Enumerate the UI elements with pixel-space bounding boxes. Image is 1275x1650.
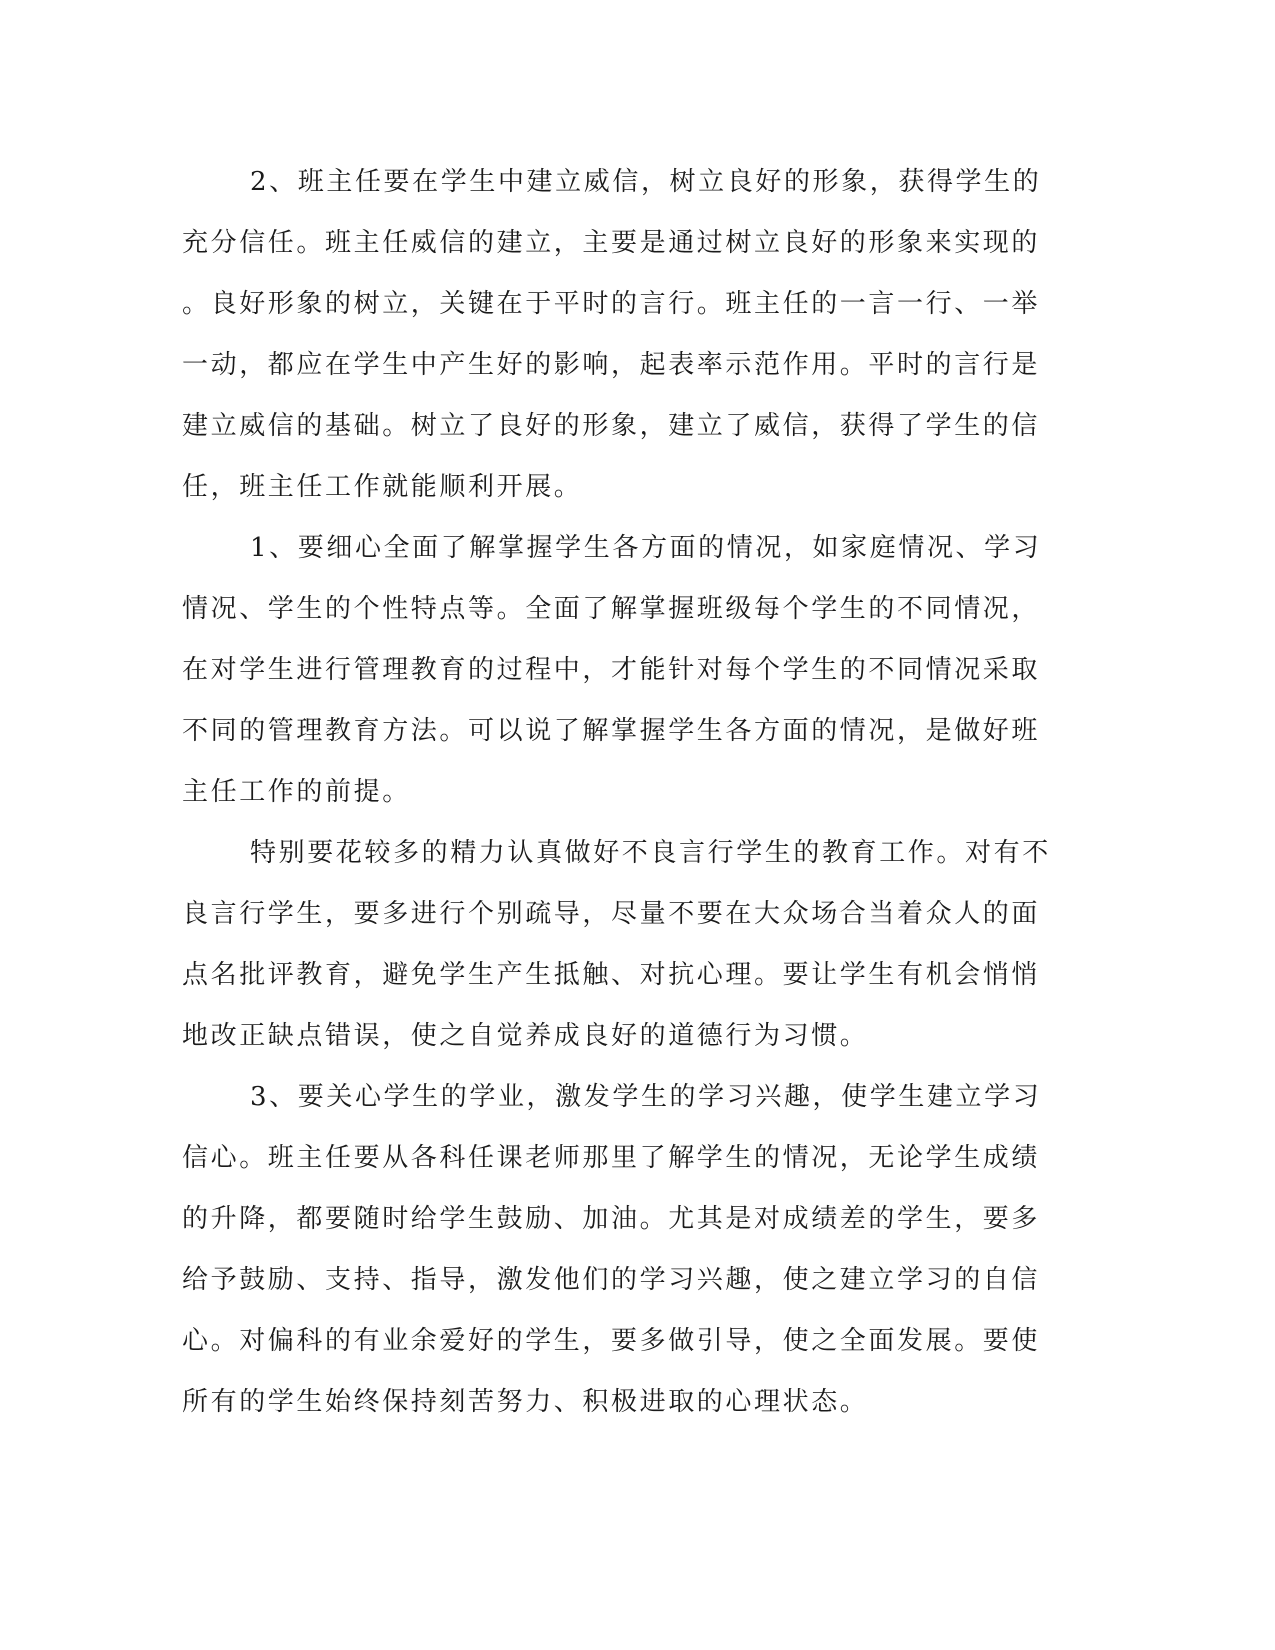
- paragraph: [182, 518, 1042, 823]
- paragraph: [182, 1067, 1042, 1433]
- paragraph: [182, 823, 1051, 1067]
- text-line: 所有的学生始终保持刻苦努力、积极进取的心理状态。: [182, 1387, 869, 1417]
- text-line: 情况、学生的个性特点等。全面了解掌握班级每个学生的不同情况，: [182, 594, 1041, 624]
- text-line: 点名批评教育，避免学生产生抵触、对抗心理。要让学生有机会悄悄: [182, 960, 1041, 990]
- text-line: 一动，都应在学生中产生好的影响，起表率示范作用。平时的言行是: [182, 350, 1041, 380]
- text-line: 信心。班主任要从各科任课老师那里了解学生的情况，无论学生成绩: [182, 1143, 1041, 1173]
- text-line: 良言行学生，要多进行个别疏导，尽量不要在大众场合当着众人的面: [182, 899, 1041, 929]
- text-line: 主任工作的前提。: [182, 777, 411, 807]
- text-line: 的升降，都要随时给学生鼓励、加油。尤其是对成绩差的学生，要多: [182, 1204, 1041, 1234]
- text-line: 1、要细心全面了解掌握学生各方面的情况，如家庭情况、学习: [250, 533, 1042, 563]
- text-line: 不同的管理教育方法。可以说了解掌握学生各方面的情况，是做好班: [182, 716, 1041, 746]
- text-line: 充分信任。班主任威信的建立，主要是通过树立良好的形象来实现的: [182, 228, 1041, 258]
- text-line: 在对学生进行管理教育的过程中，才能针对每个学生的不同情况采取: [182, 655, 1041, 685]
- text-line: 特别要花较多的精力认真做好不良言行学生的教育工作。对有不: [250, 838, 1051, 868]
- text-line: 。良好形象的树立，关键在于平时的言行。班主任的一言一行、一举: [182, 289, 1041, 319]
- text-line: 任，班主任工作就能顺利开展。: [182, 472, 583, 502]
- text-line: 心。对偏科的有业余爱好的学生，要多做引导，使之全面发展。要使: [182, 1326, 1041, 1356]
- document-body: [182, 152, 1051, 1433]
- text-line: 建立威信的基础。树立了良好的形象，建立了威信，获得了学生的信: [182, 411, 1041, 441]
- text-line: 给予鼓励、支持、指导，激发他们的学习兴趣，使之建立学习的自信: [182, 1265, 1041, 1295]
- text-line: 地改正缺点错误，使之自觉养成良好的道德行为习惯。: [182, 1021, 869, 1051]
- paragraph: [182, 152, 1042, 518]
- text-line: 2、班主任要在学生中建立威信，树立良好的形象，获得学生的: [250, 167, 1042, 197]
- text-line: 3、要关心学生的学业，激发学生的学习兴趣，使学生建立学习: [250, 1082, 1042, 1112]
